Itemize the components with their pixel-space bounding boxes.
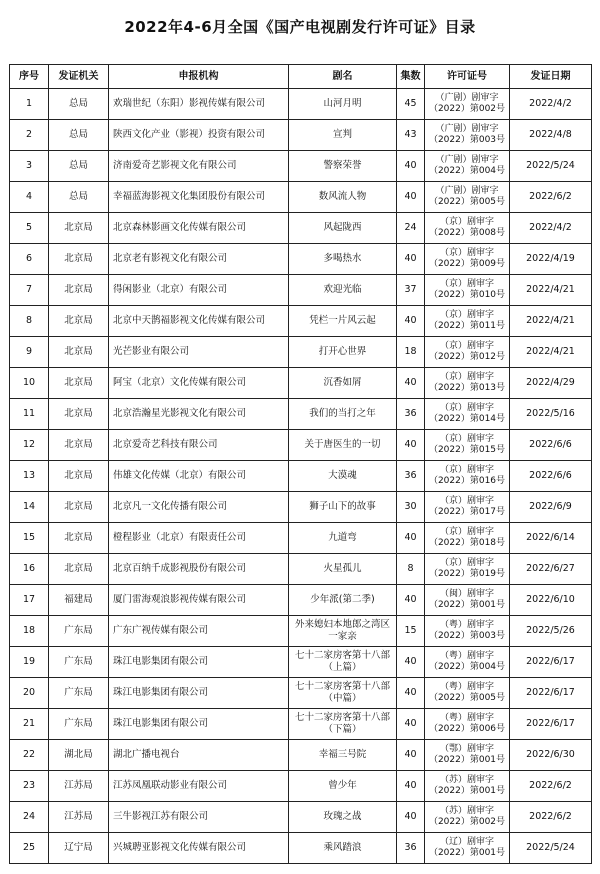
row-permit: （广剧）剧审字（2022）第002号: [425, 89, 510, 120]
row-permit: （京）剧审字（2022）第015号: [425, 430, 510, 461]
row-drama: 火星孤儿: [289, 554, 397, 585]
row-episodes: 15: [397, 616, 425, 647]
row-org: 光芒影业有限公司: [109, 337, 289, 368]
row-permit: （粤）剧审字（2022）第005号: [425, 678, 510, 709]
row-org: 北京凡一文化传播有限公司: [109, 492, 289, 523]
row-agency: 北京局: [49, 554, 109, 585]
row-no: 18: [10, 616, 49, 647]
table-row: [10, 275, 592, 306]
row-episodes: 40: [397, 523, 425, 554]
row-agency: 北京局: [49, 244, 109, 275]
row-date: 2022/6/14: [510, 523, 592, 554]
row-permit: （京）剧审字（2022）第011号: [425, 306, 510, 337]
table-row: [10, 151, 592, 182]
row-org: 得闲影业（北京）有限公司: [109, 275, 289, 306]
row-no: 23: [10, 771, 49, 802]
row-date: 2022/4/21: [510, 275, 592, 306]
row-drama: 数风流人物: [289, 182, 397, 213]
row-no: 10: [10, 368, 49, 399]
table-row: [10, 833, 592, 864]
row-permit: （粤）剧审字（2022）第006号: [425, 709, 510, 740]
row-episodes: 43: [397, 120, 425, 151]
table-row: [10, 802, 592, 833]
row-date: 2022/6/27: [510, 554, 592, 585]
row-drama: 多喝热水: [289, 244, 397, 275]
row-no: 4: [10, 182, 49, 213]
table-row: [10, 771, 592, 802]
row-drama: 玫瑰之战: [289, 802, 397, 833]
row-episodes: 37: [397, 275, 425, 306]
row-no: 1: [10, 89, 49, 120]
row-org: 济南爱奇艺影视文化有限公司: [109, 151, 289, 182]
row-permit: （京）剧审字（2022）第018号: [425, 523, 510, 554]
row-episodes: 36: [397, 399, 425, 430]
row-date: 2022/4/29: [510, 368, 592, 399]
row-permit: （京）剧审字（2022）第009号: [425, 244, 510, 275]
row-episodes: 40: [397, 771, 425, 802]
row-agency: 北京局: [49, 430, 109, 461]
row-date: 2022/4/21: [510, 306, 592, 337]
header-org: 申报机构: [109, 65, 289, 89]
row-episodes: 30: [397, 492, 425, 523]
row-date: 2022/6/9: [510, 492, 592, 523]
row-no: 8: [10, 306, 49, 337]
table-row: [10, 120, 592, 151]
row-agency: 北京局: [49, 213, 109, 244]
row-drama: 打开心世界: [289, 337, 397, 368]
table-row: [10, 678, 592, 709]
row-episodes: 40: [397, 368, 425, 399]
row-no: 16: [10, 554, 49, 585]
row-drama: 风起陇西: [289, 213, 397, 244]
row-episodes: 40: [397, 151, 425, 182]
row-no: 9: [10, 337, 49, 368]
row-date: 2022/6/2: [510, 771, 592, 802]
row-episodes: 40: [397, 585, 425, 616]
row-no: 14: [10, 492, 49, 523]
row-no: 13: [10, 461, 49, 492]
row-permit: （京）剧审字（2022）第016号: [425, 461, 510, 492]
row-drama: 九道弯: [289, 523, 397, 554]
table-row: [10, 337, 592, 368]
row-permit: （广剧）剧审字（2022）第004号: [425, 151, 510, 182]
row-date: 2022/4/2: [510, 89, 592, 120]
row-no: 12: [10, 430, 49, 461]
row-agency: 广东局: [49, 647, 109, 678]
row-org: 幸福蓝海影视文化集团股份有限公司: [109, 182, 289, 213]
row-agency: 广东局: [49, 616, 109, 647]
row-agency: 北京局: [49, 368, 109, 399]
row-permit: （京）剧审字（2022）第014号: [425, 399, 510, 430]
row-episodes: 18: [397, 337, 425, 368]
table-row: [10, 430, 592, 461]
row-permit: （京）剧审字（2022）第013号: [425, 368, 510, 399]
row-org: 北京森林影画文化传媒有限公司: [109, 213, 289, 244]
row-org: 北京百纳千成影视股份有限公司: [109, 554, 289, 585]
row-no: 24: [10, 802, 49, 833]
row-agency: 福建局: [49, 585, 109, 616]
row-org: 广东广视传媒有限公司: [109, 616, 289, 647]
table-row: [10, 182, 592, 213]
row-drama: 我们的当打之年: [289, 399, 397, 430]
row-org: 兴城聘亚影视文化传媒有限公司: [109, 833, 289, 864]
row-org: 珠江电影集团有限公司: [109, 678, 289, 709]
row-no: 2: [10, 120, 49, 151]
row-agency: 江苏局: [49, 802, 109, 833]
row-drama: 宣判: [289, 120, 397, 151]
row-agency: 广东局: [49, 709, 109, 740]
row-episodes: 40: [397, 647, 425, 678]
row-org: 珠江电影集团有限公司: [109, 709, 289, 740]
row-no: 7: [10, 275, 49, 306]
row-date: 2022/6/17: [510, 647, 592, 678]
row-date: 2022/6/30: [510, 740, 592, 771]
table-header-row: [10, 65, 592, 89]
row-drama: 少年派(第二季): [289, 585, 397, 616]
row-date: 2022/5/26: [510, 616, 592, 647]
row-date: 2022/4/2: [510, 213, 592, 244]
row-permit: （京）剧审字（2022）第019号: [425, 554, 510, 585]
row-drama: 山河月明: [289, 89, 397, 120]
row-no: 20: [10, 678, 49, 709]
row-drama: 七十二家房客第十八部（下篇）: [289, 709, 397, 740]
table-row: [10, 740, 592, 771]
header-no: 序号: [10, 65, 49, 89]
table-row: [10, 213, 592, 244]
table-row: [10, 368, 592, 399]
row-date: 2022/6/6: [510, 430, 592, 461]
row-org: 三牛影视江苏有限公司: [109, 802, 289, 833]
row-date: 2022/6/6: [510, 461, 592, 492]
row-date: 2022/4/8: [510, 120, 592, 151]
row-no: 5: [10, 213, 49, 244]
page-title: 2022年4-6月全国《国产电视剧发行许可证》目录: [124, 18, 476, 36]
header-episodes: 集数: [397, 65, 425, 89]
row-no: 21: [10, 709, 49, 740]
row-episodes: 36: [397, 833, 425, 864]
row-drama: 外来媳妇本地郎之湾区一家亲: [289, 616, 397, 647]
row-date: 2022/6/17: [510, 678, 592, 709]
row-episodes: 8: [397, 554, 425, 585]
row-no: 17: [10, 585, 49, 616]
header-drama: 剧名: [289, 65, 397, 89]
row-permit: （鄂）剧审字（2022）第001号: [425, 740, 510, 771]
row-no: 22: [10, 740, 49, 771]
table-row: [10, 89, 592, 120]
row-drama: 乘风踏浪: [289, 833, 397, 864]
row-org: 北京老有影视文化有限公司: [109, 244, 289, 275]
row-drama: 警察荣誉: [289, 151, 397, 182]
table-row: [10, 461, 592, 492]
permit-catalog-table: [9, 64, 592, 864]
row-drama: 欢迎光临: [289, 275, 397, 306]
row-date: 2022/5/24: [510, 833, 592, 864]
row-episodes: 40: [397, 740, 425, 771]
row-permit: （京）剧审字（2022）第012号: [425, 337, 510, 368]
table-row: [10, 616, 592, 647]
table-row: [10, 492, 592, 523]
row-no: 11: [10, 399, 49, 430]
header-permit: 许可证号: [425, 65, 510, 89]
row-no: 19: [10, 647, 49, 678]
table-row: [10, 399, 592, 430]
row-no: 15: [10, 523, 49, 554]
row-date: 2022/6/17: [510, 709, 592, 740]
row-episodes: 40: [397, 306, 425, 337]
row-org: 欢瑞世纪（东阳）影视传媒有限公司: [109, 89, 289, 120]
row-permit: （辽）剧审字（2022）第001号: [425, 833, 510, 864]
row-agency: 总局: [49, 89, 109, 120]
row-no: 6: [10, 244, 49, 275]
row-episodes: 40: [397, 182, 425, 213]
row-org: 伟雄文化传媒（北京）有限公司: [109, 461, 289, 492]
row-org: 北京浩瀚星光影视文化有限公司: [109, 399, 289, 430]
row-permit: （京）剧审字（2022）第017号: [425, 492, 510, 523]
row-permit: （京）剧审字（2022）第010号: [425, 275, 510, 306]
row-drama: 凭栏一片风云起: [289, 306, 397, 337]
table-row: [10, 554, 592, 585]
row-drama: 曾少年: [289, 771, 397, 802]
row-permit: （京）剧审字（2022）第008号: [425, 213, 510, 244]
row-date: 2022/4/21: [510, 337, 592, 368]
row-org: 陕西文化产业（影视）投资有限公司: [109, 120, 289, 151]
row-episodes: 24: [397, 213, 425, 244]
row-date: 2022/6/2: [510, 802, 592, 833]
row-org: 厦门雷海观浪影视传媒有限公司: [109, 585, 289, 616]
row-org: 珠江电影集团有限公司: [109, 647, 289, 678]
row-agency: 北京局: [49, 275, 109, 306]
row-episodes: 45: [397, 89, 425, 120]
row-episodes: 40: [397, 802, 425, 833]
row-date: 2022/6/2: [510, 182, 592, 213]
row-org: 江苏凤凰联动影业有限公司: [109, 771, 289, 802]
row-agency: 广东局: [49, 678, 109, 709]
row-agency: 江苏局: [49, 771, 109, 802]
row-agency: 总局: [49, 120, 109, 151]
table-row: [10, 523, 592, 554]
row-permit: （苏）剧审字（2022）第002号: [425, 802, 510, 833]
row-no: 25: [10, 833, 49, 864]
row-org: 湖北广播电视台: [109, 740, 289, 771]
row-permit: （苏）剧审字（2022）第001号: [425, 771, 510, 802]
table-row: [10, 709, 592, 740]
row-agency: 北京局: [49, 399, 109, 430]
row-agency: 湖北局: [49, 740, 109, 771]
row-episodes: 36: [397, 461, 425, 492]
row-org: 北京中天鹊福影视文化传媒有限公司: [109, 306, 289, 337]
table-body: [10, 89, 592, 864]
header-agency: 发证机关: [49, 65, 109, 89]
row-episodes: 40: [397, 709, 425, 740]
row-episodes: 40: [397, 244, 425, 275]
row-permit: （闽）剧审字（2022）第001号: [425, 585, 510, 616]
row-date: 2022/5/16: [510, 399, 592, 430]
row-agency: 总局: [49, 151, 109, 182]
row-permit: （广剧）剧审字（2022）第005号: [425, 182, 510, 213]
table-row: [10, 306, 592, 337]
row-permit: （粤）剧审字（2022）第004号: [425, 647, 510, 678]
row-drama: 幸福三号院: [289, 740, 397, 771]
row-drama: 沉香如屑: [289, 368, 397, 399]
row-permit: （粤）剧审字（2022）第003号: [425, 616, 510, 647]
row-agency: 北京局: [49, 461, 109, 492]
row-episodes: 40: [397, 430, 425, 461]
row-agency: 北京局: [49, 337, 109, 368]
table-row: [10, 647, 592, 678]
row-org: 阿宝（北京）文化传媒有限公司: [109, 368, 289, 399]
row-date: 2022/5/24: [510, 151, 592, 182]
row-episodes: 40: [397, 678, 425, 709]
row-drama: 七十二家房客第十八部（上篇）: [289, 647, 397, 678]
row-date: 2022/4/19: [510, 244, 592, 275]
row-org: 橙程影业（北京）有限责任公司: [109, 523, 289, 554]
row-date: 2022/6/10: [510, 585, 592, 616]
header-date: 发证日期: [510, 65, 592, 89]
table-row: [10, 585, 592, 616]
row-agency: 辽宁局: [49, 833, 109, 864]
row-drama: 大漠魂: [289, 461, 397, 492]
row-agency: 总局: [49, 182, 109, 213]
row-agency: 北京局: [49, 523, 109, 554]
row-permit: （广剧）剧审字（2022）第003号: [425, 120, 510, 151]
row-drama: 七十二家房客第十八部（中篇）: [289, 678, 397, 709]
row-agency: 北京局: [49, 306, 109, 337]
table-row: [10, 244, 592, 275]
row-drama: 关于唐医生的一切: [289, 430, 397, 461]
row-org: 北京爱奇艺科技有限公司: [109, 430, 289, 461]
row-agency: 北京局: [49, 492, 109, 523]
row-no: 3: [10, 151, 49, 182]
row-drama: 狮子山下的故事: [289, 492, 397, 523]
